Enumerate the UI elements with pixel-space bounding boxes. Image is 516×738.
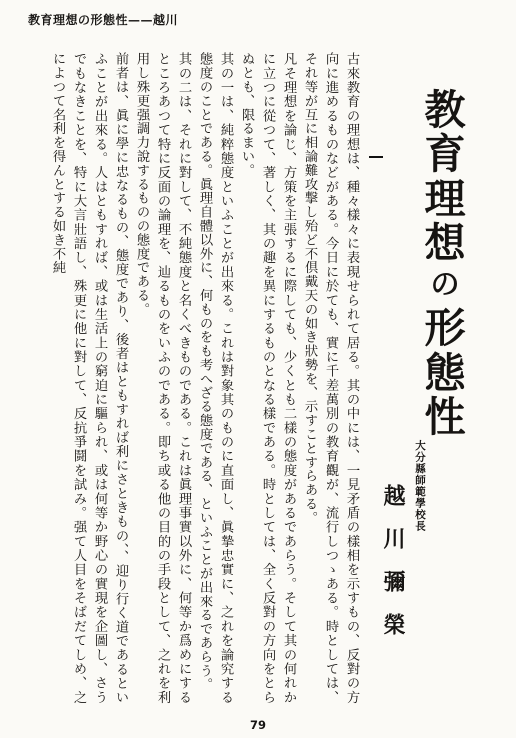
title-char: 態: [424, 348, 466, 397]
paragraph: 凡そ理想を論じ、方策を主張するに際しても、少くとも二樣の態度があるであらう。そして其の何れかに立つに從つて、著しく、其の趣を異にするものとなる樣である。時としては、全く反對の方向をとらぬとも、限るまい。: [239, 52, 296, 704]
title-char: 教: [424, 86, 466, 134]
paragraph: 其の一は、純粹態度といふことが出來る。これは對象其のものに直面し、眞摯忠實に、之れを論究する態度のことである。眞理自體以外に、何ものをも考へざる態度である、といふことが出來るであらう。: [197, 52, 233, 704]
title-char: 育: [424, 130, 466, 179]
paragraph: 其の二は、それに對して、不純態度と名くべきものである。これは眞理事實以外に、何等か爲めにするところあつて特に反面の論理を、辿るものをいふのである。即ち或る他の目的の手段として、之れを利用し殊更强調力說するものの態度である。: [134, 52, 191, 704]
title-char: 形: [424, 304, 466, 353]
title-char: 性: [424, 392, 466, 441]
author-affiliation: 大分縣師範學校長: [414, 440, 426, 532]
title-char: 想: [424, 218, 466, 267]
byline: [368, 440, 428, 670]
section-number: [369, 156, 383, 158]
title-char: 理: [424, 174, 466, 223]
author-name: 越川彌榮: [380, 484, 406, 656]
page-number: 79: [249, 718, 266, 732]
body-text: [16, 52, 362, 704]
running-header: 教育理想の形態性——越川: [28, 13, 179, 27]
title-char: の: [430, 267, 460, 302]
paragraph: 前者は、眞に學に忠なるもの、態度であり、後者はともすれば利にさときもの、、迎り行く道であるといふことが出來る。人はともすれば、或は生活上の窮迫に驅られ、或は何等か野心の實現を企圖し、さうでもなきことを、特に大言壯語し、殊更に他に對して、反抗爭鬪を試み。强て人目をそばだてしめ、之によつて名利を得んとする如き不純: [50, 52, 128, 704]
paragraph: 古來教育の理想は、種々樣々に表現せられて居る。其の中には、一見矛盾の樣相を示すもの、反對の方向に進めるものなどがある。今日に於ても、實に千差萬別の教育觀が、流行しつゝある。時としては、それ等が互に相論難攻撃し殆ど不倶戴天の如き狀勢を、示すことすらある。: [302, 52, 359, 704]
article-title: [418, 88, 472, 439]
